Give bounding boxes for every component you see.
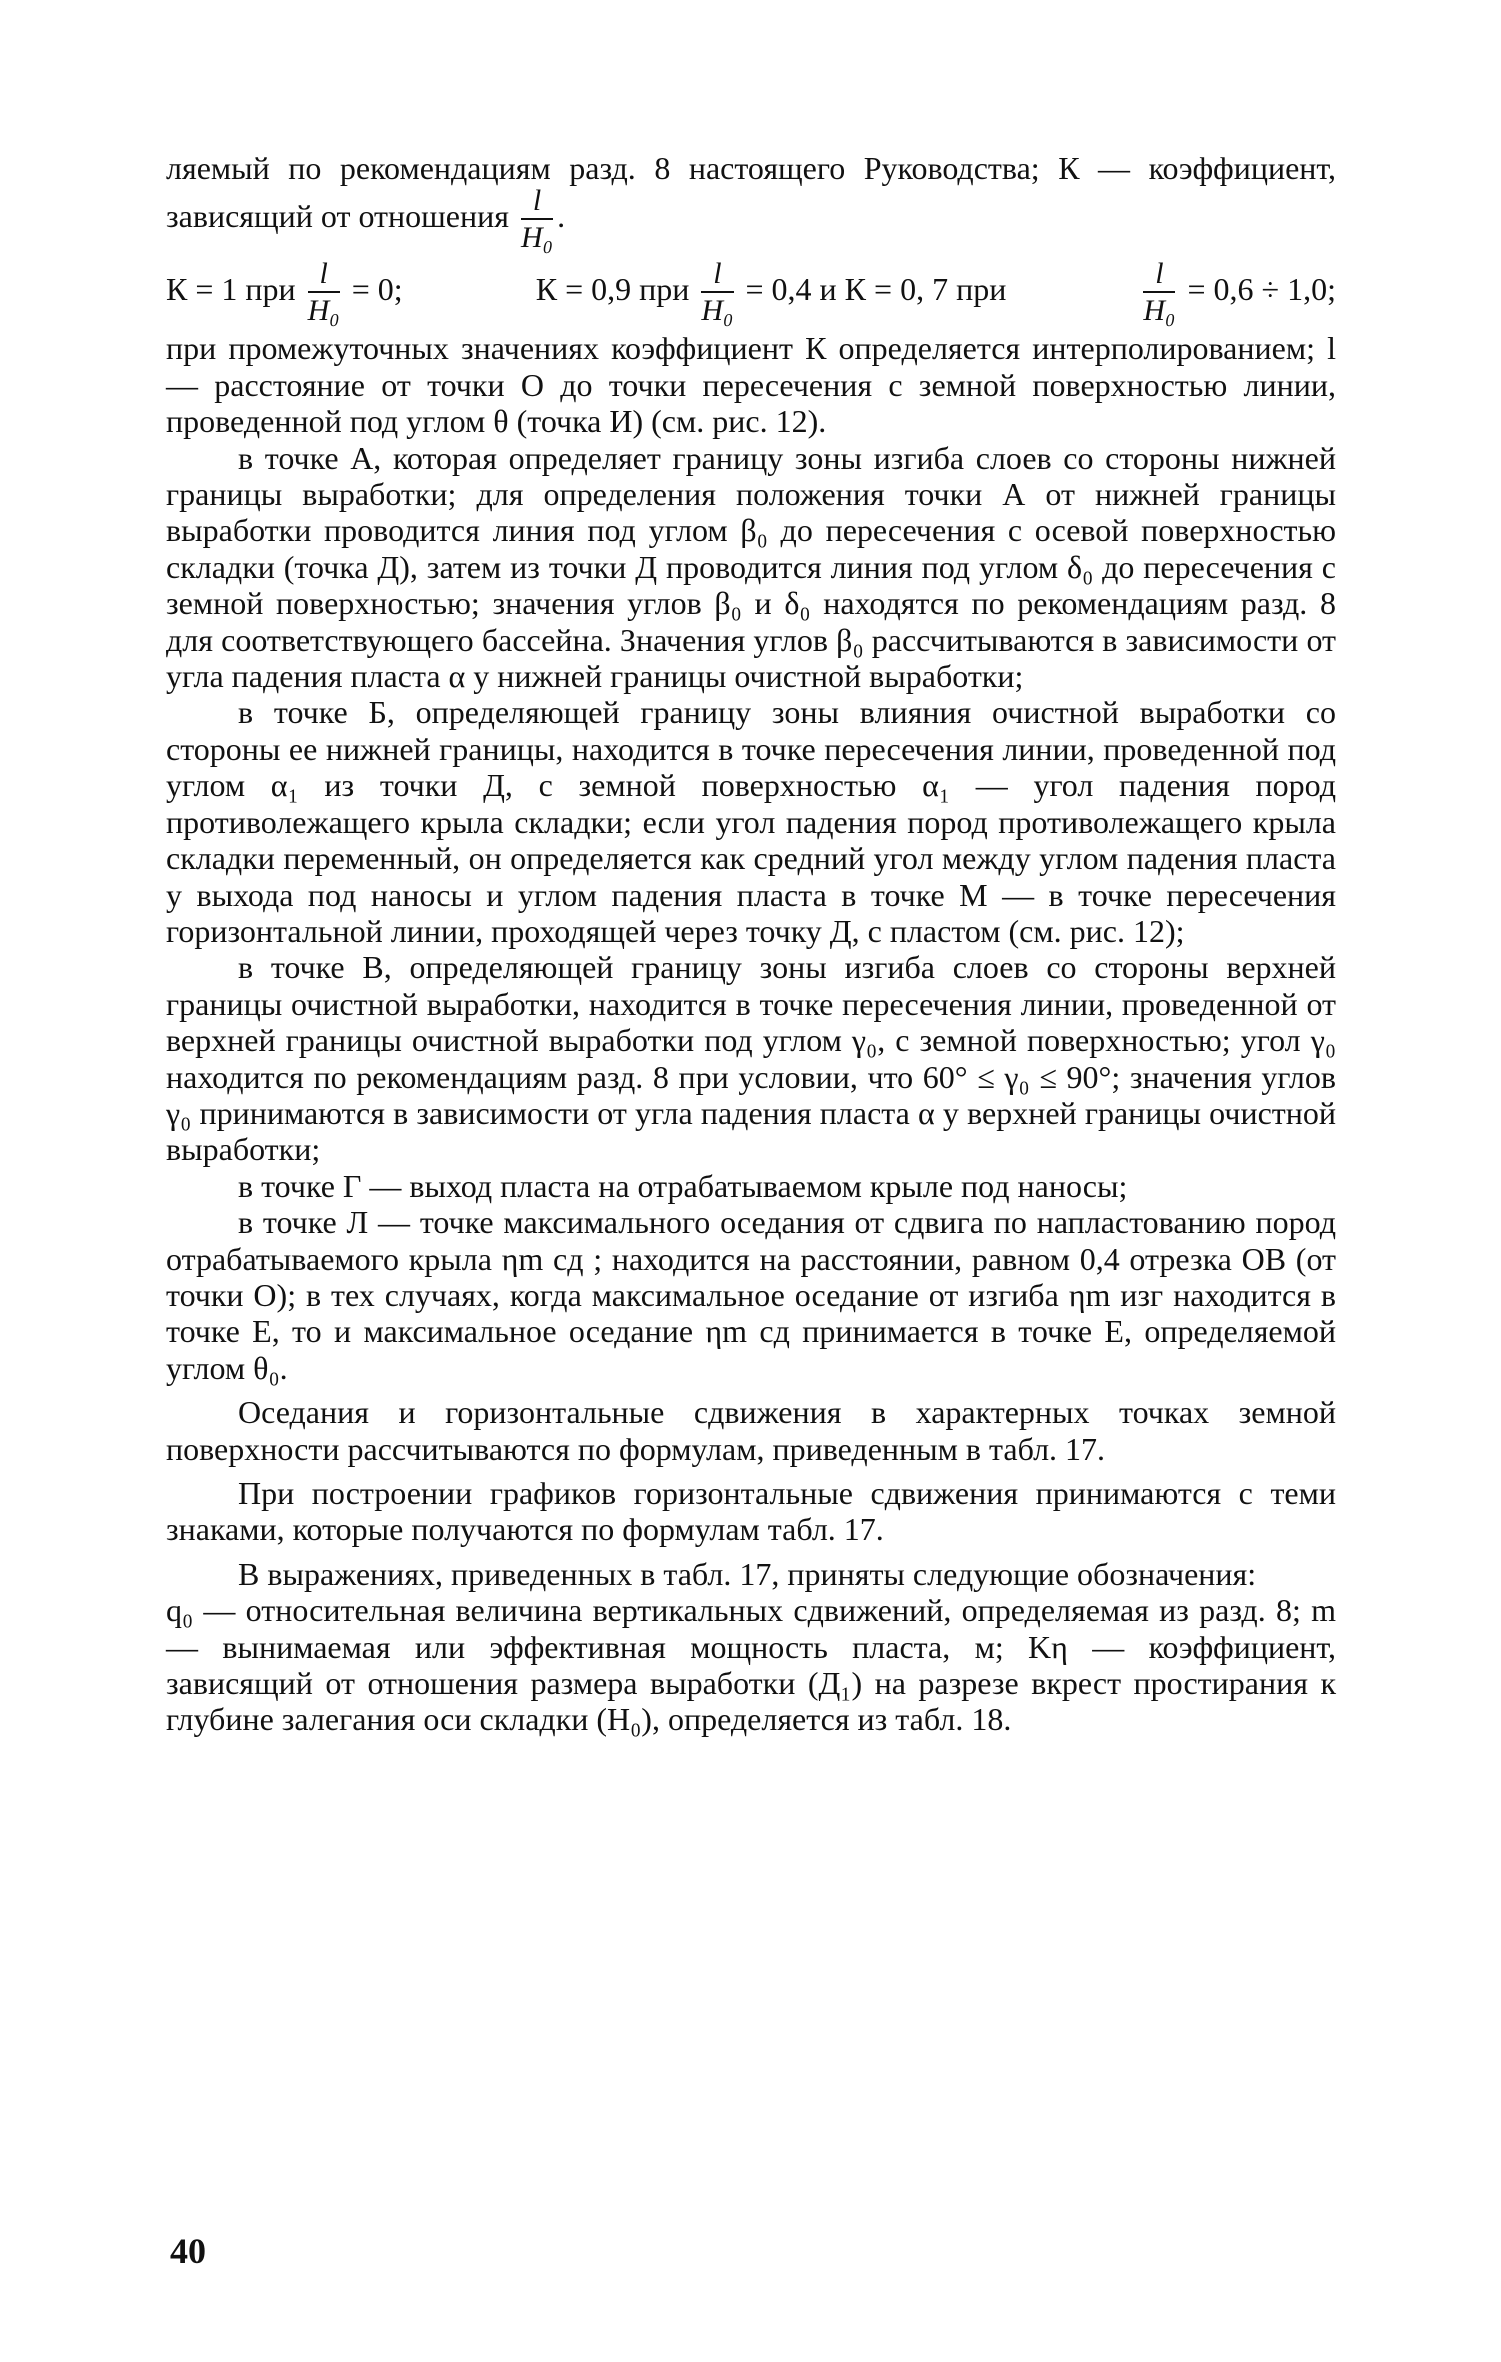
paragraph-notation: q₀ — относительная величина вертикальных сдвижений, определяемая из разд. 8; m — вынимаемая или эффективная мощность пласта, м; Kη — коэффициент, зависящий от отношения размера выработки (Д₁) на разрезе вкрест простирания к глубине залегания оси складки (H₀), определяется из табл. 18. xyxy=(166,1592,1336,1738)
fraction-denominator: H₀ xyxy=(520,221,554,255)
formula-fraction-2 xyxy=(701,259,733,326)
fraction-denominator: H₀ xyxy=(307,294,340,328)
formula-part-3 xyxy=(1139,259,1336,326)
formula-k1: К = 1 при xyxy=(166,271,296,308)
fraction-numerator: l xyxy=(701,259,733,293)
fraction-numerator: l xyxy=(308,259,340,293)
paragraph-point-a: в точке А, которая определяет границу зоны изгиба слоев со стороны нижней границы выработки; для определения положения точки А от нижней границы выработки проводится линия под углом β₀ до пересечения с осевой поверхностью складки (точка Д), затем из точки Д проводится линия под углом δ₀ до пересечения с земной поверхностью; значения углов β₀ и δ₀ находятся по рекомендациям разд. 8 для соответствующего бассейна. Значения углов β₀ рассчитываются в зависимости от угла падения пласта α у нижней границы очистной выработки; xyxy=(166,439,1336,695)
paragraph-graphs: При построении графиков горизонтальные сдвижения принимаются с теми знаками, которые получаются по формулам табл. 17. xyxy=(166,1475,1336,1548)
formula-fraction-3 xyxy=(1143,259,1175,326)
paragraph-intro-text: ляемый по рекомендациям разд. 8 настоящего Руководства; К — коэффициент, зависящий от отношения xyxy=(166,150,1336,235)
ratio-fraction xyxy=(521,186,553,253)
paragraph-point-b: в точке Б, определяющей границу зоны влияния очистной выработки со стороны ее нижней границы, находится в точке пересечения линии, проведенной под углом α₁ из точки Д, с земной поверхностью α₁ — угол падения пород противолежащего крыла складки; если угол падения пород противолежащего крыла складки переменный, он определяется как средний угол между углом падения пласта у выхода под наносы и углом падения пласта в точке М — в точке пересечения горизонтальной линии, проходящей через точку Д, с пластом (см. рис. 12); xyxy=(166,694,1336,949)
paragraph-interpolation: при промежуточных значениях коэффициент К определяется интерполированием; l — расстояние от точки О до точки пересечения с земной поверхностью линии, проведенной под углом θ (точка И) (см. рис. 12). xyxy=(166,330,1336,440)
page-number: 40 xyxy=(170,2231,206,2271)
paragraph-point-l: в точке Л — точке максимального оседания от сдвига по напластованию пород отрабатываемого крыла ηm сд ; находится на расстоянии, равном 0,4 отрезка ОВ (от точки О); в тех случаях, когда максимальное оседание от изгиба ηm изг находится в точке Е, то и максимальное оседание ηm сд принимается в точке Е, определяемой углом θ₀. xyxy=(166,1204,1336,1386)
formula-k2: К = 0,9 при xyxy=(535,271,690,308)
fraction-numerator: l xyxy=(1143,259,1175,293)
paragraph-subsidence: Оседания и горизонтальные сдвижения в характерных точках земной поверхности рассчитываются по формулам, приведенным в табл. 17. xyxy=(166,1394,1336,1467)
paragraph-intro: ляемый по рекомендациям разд. 8 настоящего Руководства; К — коэффициент, зависящий от отношения $\frac{l}{\text{H₀}}$ . xyxy=(166,150,1336,255)
fraction-denominator: H₀ xyxy=(1143,294,1176,328)
formula-part-1 xyxy=(166,259,403,326)
fraction-numerator: l xyxy=(521,186,553,220)
formula-part-2 xyxy=(536,259,1007,326)
formula-value-2: = 0,4 и К = 0, 7 при xyxy=(745,271,1007,308)
formula-fraction-1 xyxy=(308,259,340,326)
paragraph-point-v: в точке В, определяющей границу зоны изгиба слоев со стороны верхней границы очистной выработки, находится в точке пересечения линии, проведенной от верхней границы очистной выработки под углом γ₀, с земной поверхностью; угол γ₀ находится по рекомендациям разд. 8 при условии, что 60° ≤ γ₀ ≤ 90°; значения углов γ₀ принимаются в зависимости от угла падения пласта α у верхней границы очистной выработки; xyxy=(166,949,1336,1168)
fraction-denominator: H₀ xyxy=(701,294,734,328)
formula-value-3: = 0,6 ÷ 1,0; xyxy=(1187,271,1336,308)
paragraph-notation-intro: В выражениях, приведенных в табл. 17, приняты следующие обозначения: xyxy=(238,1555,1257,1592)
body-text xyxy=(166,150,1336,1738)
formula-value-1: = 0; xyxy=(351,271,403,308)
paragraph-point-g: в точке Г — выход пласта на отрабатываемом крыле под наносы; xyxy=(238,1167,1128,1204)
coefficient-formula xyxy=(166,259,1336,326)
